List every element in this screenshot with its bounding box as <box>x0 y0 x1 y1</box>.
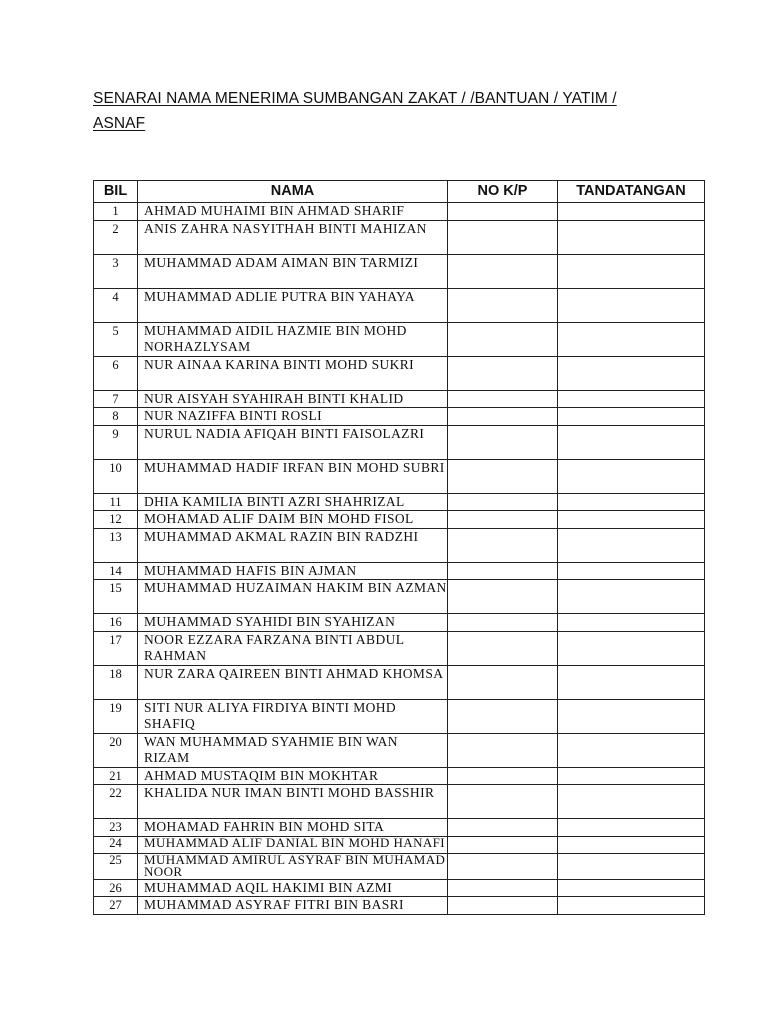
signature-cell <box>558 580 705 614</box>
recipient-name: MUHAMMAD SYAHIDI BIN SYAHIZAN <box>138 614 448 632</box>
signature-cell <box>558 699 705 733</box>
recipient-name: MUHAMMAD ADLIE PUTRA BIN YAHAYA <box>138 288 448 322</box>
table-row <box>94 836 705 853</box>
table-row <box>94 562 705 580</box>
table-row <box>94 408 705 426</box>
signature-cell <box>558 836 705 853</box>
signature-cell <box>558 220 705 254</box>
row-number: 13 <box>94 528 138 562</box>
table-row <box>94 288 705 322</box>
row-number: 5 <box>94 322 138 356</box>
signature-cell <box>558 733 705 767</box>
table-row <box>94 699 705 733</box>
recipient-name: WAN MUHAMMAD SYAHMIE BIN WAN RIZAM <box>138 733 448 767</box>
signature-cell <box>558 425 705 459</box>
table-row <box>94 853 705 879</box>
recipient-name: DHIA KAMILIA BINTI AZRI SHAHRIZAL <box>138 493 448 511</box>
ic-number-cell <box>448 356 558 390</box>
signature-cell <box>558 819 705 837</box>
ic-number-cell <box>448 528 558 562</box>
table-body <box>94 203 705 915</box>
recipient-name: AHMAD MUHAIMI BIN AHMAD SHARIF <box>138 203 448 221</box>
signature-cell <box>558 897 705 915</box>
column-header-nama: NAMA <box>138 181 448 203</box>
row-number: 22 <box>94 785 138 819</box>
ic-number-cell <box>448 836 558 853</box>
row-number: 23 <box>94 819 138 837</box>
signature-cell <box>558 853 705 879</box>
signature-cell <box>558 493 705 511</box>
column-header-no-kp: NO K/P <box>448 181 558 203</box>
ic-number-cell <box>448 733 558 767</box>
signature-cell <box>558 288 705 322</box>
signature-cell <box>558 562 705 580</box>
row-number: 15 <box>94 580 138 614</box>
recipient-name: MUHAMMAD AIDIL HAZMIE BIN MOHD NORHAZLYSAM <box>138 322 448 356</box>
table-row <box>94 733 705 767</box>
recipient-table <box>93 180 705 915</box>
table-row <box>94 614 705 632</box>
signature-cell <box>558 528 705 562</box>
signature-cell <box>558 459 705 493</box>
ic-number-cell <box>448 614 558 632</box>
recipient-name: MUHAMMAD HADIF IRFAN BIN MOHD SUBRI <box>138 459 448 493</box>
ic-number-cell <box>448 511 558 529</box>
row-number: 1 <box>94 203 138 221</box>
ic-number-cell <box>448 254 558 288</box>
recipient-name: MOHAMAD ALIF DAIM BIN MOHD FISOL <box>138 511 448 529</box>
row-number: 21 <box>94 767 138 785</box>
recipient-name: NUR AISYAH SYAHIRAH BINTI KHALID <box>138 390 448 408</box>
table-row <box>94 580 705 614</box>
ic-number-cell <box>448 562 558 580</box>
ic-number-cell <box>448 853 558 879</box>
table-row <box>94 356 705 390</box>
row-number: 18 <box>94 665 138 699</box>
table-row <box>94 879 705 897</box>
recipient-name: MUHAMMAD ASYRAF FITRI BIN BASRI <box>138 897 448 915</box>
signature-cell <box>558 879 705 897</box>
table-row <box>94 425 705 459</box>
signature-cell <box>558 614 705 632</box>
row-number: 12 <box>94 511 138 529</box>
table-row <box>94 220 705 254</box>
signature-cell <box>558 408 705 426</box>
row-number: 26 <box>94 879 138 897</box>
recipient-name: MUHAMMAD HAFIS BIN AJMAN <box>138 562 448 580</box>
table-header-row <box>94 181 705 203</box>
recipient-name: MUHAMMAD ALIF DANIAL BIN MOHD HANAFI <box>138 836 448 853</box>
recipient-name: MUHAMMAD ADAM AIMAN BIN TARMIZI <box>138 254 448 288</box>
signature-cell <box>558 511 705 529</box>
ic-number-cell <box>448 390 558 408</box>
row-number: 4 <box>94 288 138 322</box>
row-number: 10 <box>94 459 138 493</box>
ic-number-cell <box>448 631 558 665</box>
ic-number-cell <box>448 699 558 733</box>
row-number: 20 <box>94 733 138 767</box>
column-header-tandatangan: TANDATANGAN <box>558 181 705 203</box>
ic-number-cell <box>448 425 558 459</box>
signature-cell <box>558 767 705 785</box>
table-row <box>94 767 705 785</box>
table-row <box>94 459 705 493</box>
signature-cell <box>558 390 705 408</box>
recipient-name: MUHAMMAD AMIRUL ASYRAF BIN MUHAMAD NOOR <box>138 853 448 879</box>
ic-number-cell <box>448 322 558 356</box>
ic-number-cell <box>448 767 558 785</box>
ic-number-cell <box>448 220 558 254</box>
ic-number-cell <box>448 408 558 426</box>
signature-cell <box>558 203 705 221</box>
recipient-name: NUR ZARA QAIREEN BINTI AHMAD KHOMSA <box>138 665 448 699</box>
table-row <box>94 897 705 915</box>
recipient-name: MUHAMMAD HUZAIMAN HAKIM BIN AZMAN <box>138 580 448 614</box>
signature-cell <box>558 322 705 356</box>
recipient-name: NUR NAZIFFA BINTI ROSLI <box>138 408 448 426</box>
row-number: 3 <box>94 254 138 288</box>
row-number: 25 <box>94 853 138 879</box>
table-row <box>94 203 705 221</box>
recipient-name: MUHAMMAD AKMAL RAZIN BIN RADZHI <box>138 528 448 562</box>
table-row <box>94 322 705 356</box>
table-row <box>94 819 705 837</box>
recipient-name: NURUL NADIA AFIQAH BINTI FAISOLAZRI <box>138 425 448 459</box>
ic-number-cell <box>448 819 558 837</box>
recipient-name: SITI NUR ALIYA FIRDIYA BINTI MOHD SHAFIQ <box>138 699 448 733</box>
signature-cell <box>558 631 705 665</box>
ic-number-cell <box>448 580 558 614</box>
ic-number-cell <box>448 785 558 819</box>
recipient-name: MUHAMMAD AQIL HAKIMI BIN AZMI <box>138 879 448 897</box>
row-number: 6 <box>94 356 138 390</box>
row-number: 17 <box>94 631 138 665</box>
recipient-name: MOHAMAD FAHRIN BIN MOHD SITA <box>138 819 448 837</box>
recipient-name: NUR AINAA KARINA BINTI MOHD SUKRI <box>138 356 448 390</box>
row-number: 7 <box>94 390 138 408</box>
table-row <box>94 511 705 529</box>
ic-number-cell <box>448 665 558 699</box>
table-row <box>94 665 705 699</box>
recipient-name: NOOR EZZARA FARZANA BINTI ABDUL RAHMAN <box>138 631 448 665</box>
row-number: 27 <box>94 897 138 915</box>
row-number: 24 <box>94 836 138 853</box>
signature-cell <box>558 254 705 288</box>
ic-number-cell <box>448 288 558 322</box>
table-row <box>94 493 705 511</box>
table-row <box>94 254 705 288</box>
row-number: 8 <box>94 408 138 426</box>
recipient-name: AHMAD MUSTAQIM BIN MOKHTAR <box>138 767 448 785</box>
row-number: 14 <box>94 562 138 580</box>
recipient-name: ANIS ZAHRA NASYITHAH BINTI MAHIZAN <box>138 220 448 254</box>
row-number: 19 <box>94 699 138 733</box>
row-number: 9 <box>94 425 138 459</box>
document-title: SENARAI NAMA MENERIMA SUMBANGAN ZAKAT / /BANTUAN / YATIM / ASNAF <box>93 90 617 132</box>
table-row <box>94 390 705 408</box>
table-row <box>94 631 705 665</box>
ic-number-cell <box>448 493 558 511</box>
table-row <box>94 528 705 562</box>
table-row <box>94 785 705 819</box>
row-number: 16 <box>94 614 138 632</box>
signature-cell <box>558 665 705 699</box>
row-number: 2 <box>94 220 138 254</box>
signature-cell <box>558 356 705 390</box>
signature-cell <box>558 785 705 819</box>
recipient-name: KHALIDA NUR IMAN BINTI MOHD BASSHIR <box>138 785 448 819</box>
ic-number-cell <box>448 459 558 493</box>
ic-number-cell <box>448 879 558 897</box>
row-number: 11 <box>94 493 138 511</box>
column-header-bil: BIL <box>94 181 138 203</box>
ic-number-cell <box>448 897 558 915</box>
ic-number-cell <box>448 203 558 221</box>
